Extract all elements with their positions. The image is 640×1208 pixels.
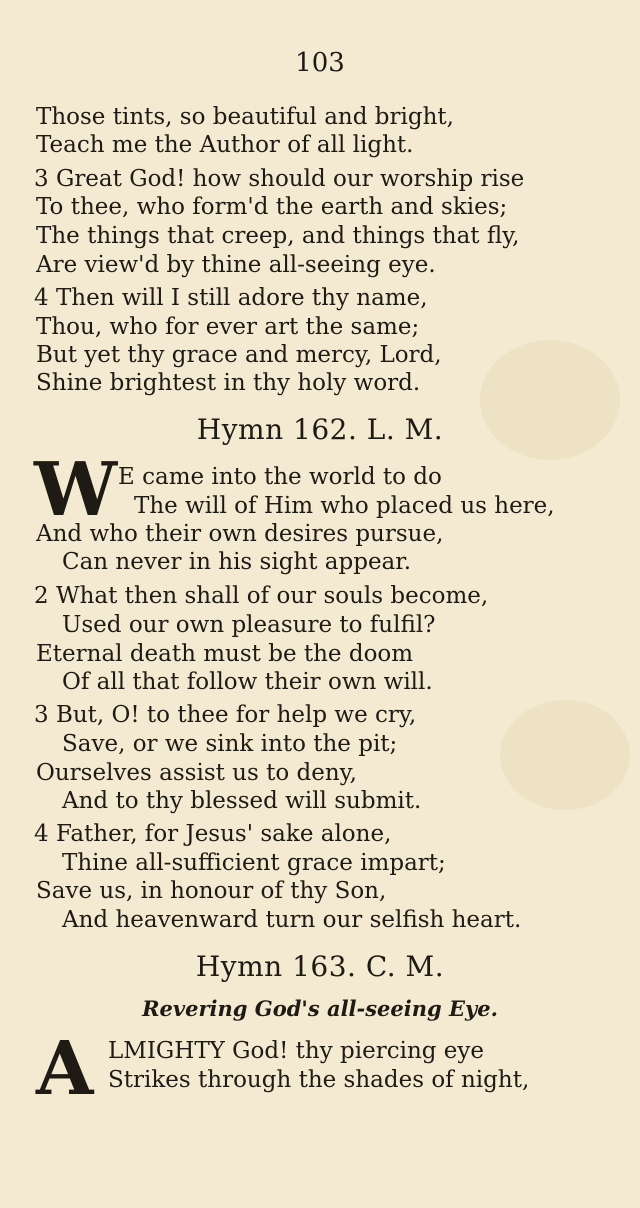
verse-line: Eternal death must be the doom xyxy=(36,641,414,667)
verse-line: The will of Him who placed us here, xyxy=(134,493,555,519)
verse-line: 4 Father, for Jesus' sake alone, xyxy=(34,821,392,847)
verse-line: 3 Great God! how should our worship rise xyxy=(34,166,525,192)
verse-line: Teach me the Author of all light. xyxy=(36,132,414,158)
verse-line: Of all that follow their own will. xyxy=(62,669,433,695)
verse-line: Thou, who for ever art the same; xyxy=(36,314,420,340)
verse-line: To thee, who form'd the earth and skies; xyxy=(36,194,508,220)
verse-line: 4 Then will I still adore thy name, xyxy=(34,285,428,311)
hymn-subtitle: Revering God's all-seeing Eye. xyxy=(142,996,498,1021)
verse-line: The things that creep, and things that fly, xyxy=(36,223,520,249)
verse-line: And who their own desires pursue, xyxy=(36,521,444,547)
verse-line: Can never in his sight appear. xyxy=(62,549,412,575)
verse-line: And heavenward turn our selfish heart. xyxy=(62,907,522,933)
verse-line: Those tints, so beautiful and bright, xyxy=(36,104,454,130)
page-number: 103 xyxy=(295,48,345,78)
verse-line: 3 But, O! to thee for help we cry, xyxy=(34,702,417,728)
verse-line: Shine brightest in thy holy word. xyxy=(36,370,421,396)
verse-line: And to thy blessed will submit. xyxy=(62,788,422,814)
verse-line: LMIGHTY God! thy piercing eye xyxy=(108,1038,485,1064)
verse-line: Save, or we sink into the pit; xyxy=(62,731,398,757)
drop-cap: A xyxy=(36,1026,94,1112)
verse-line: Used our own pleasure to fulfil? xyxy=(62,612,436,638)
verse-line: Strikes through the shades of night, xyxy=(108,1067,530,1093)
verse-line: E came into the world to do xyxy=(118,464,442,490)
verse-line: Ourselves assist us to deny, xyxy=(36,760,357,786)
hymn-heading: Hymn 162. L. M. xyxy=(196,413,444,446)
paper-stain xyxy=(500,700,630,810)
verse-line: Thine all-sufficient grace impart; xyxy=(62,850,446,876)
verse-line: Are view'd by thine all-seeing eye. xyxy=(36,252,436,278)
verse-line: But yet thy grace and mercy, Lord, xyxy=(36,342,442,368)
drop-cap: W xyxy=(34,447,118,533)
verse-line: Save us, in honour of thy Son, xyxy=(36,878,387,904)
verse-line: 2 What then shall of our souls become, xyxy=(34,583,489,609)
hymn-heading: Hymn 163. C. M. xyxy=(195,950,445,983)
